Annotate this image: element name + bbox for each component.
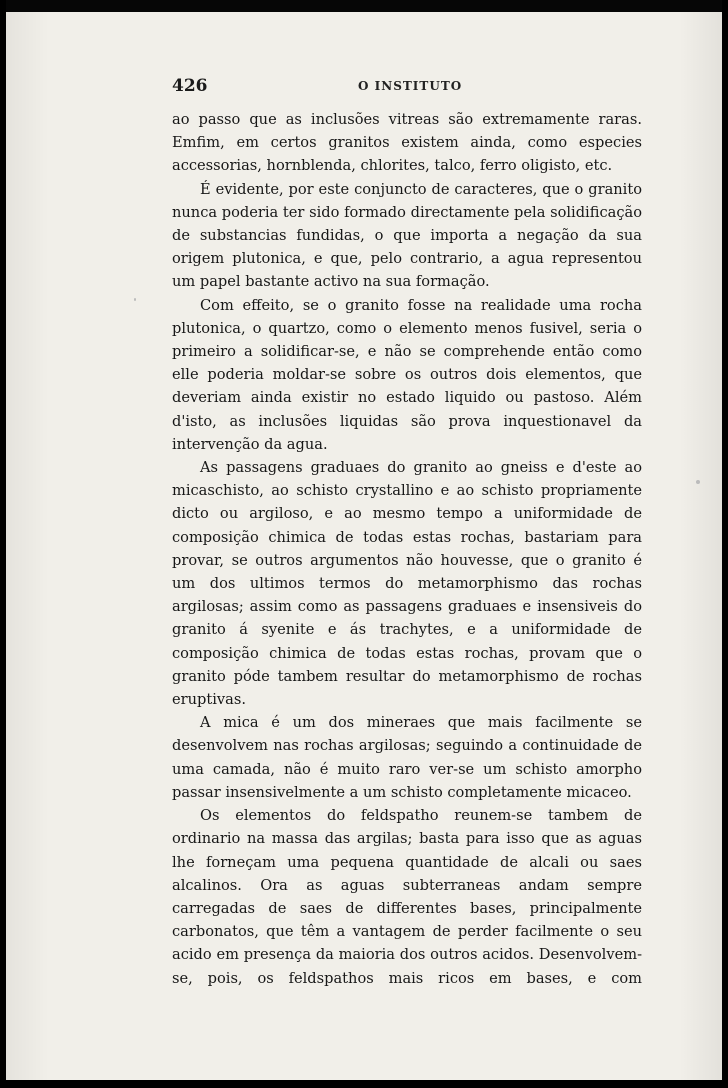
paragraph-continuation: ao passo que as inclusões vitreas são extremamente raras. Emfim, em certos granitos existem ainda, como especies accessorias, hornblenda, chlorites, talco, ferro oligisto, etc. [172, 111, 642, 175]
scan-top-edge [6, 0, 722, 12]
paragraph: Com effeito, se o granito fosse na realidade uma rocha plutonica, o quartzo, como o elemento menos fusivel, seria o primeiro a solidificar-se, e não se comprehende então como elle poderia moldar-se sobre os outros dois elementos, que deveriam ainda existir no estado liquido ou pastoso. Além d'isto, as inclusões liquidas são prova inquestionavel da intervenção da agua. [172, 296, 642, 453]
running-title: O INSTITUTO [358, 79, 463, 93]
page-number: 426 [172, 76, 208, 96]
paragraph: As passagens graduaes do granito ao gneiss e d'este ao micaschisto, ao schisto crystallino e ao schisto propriamente dicto ou argiloso, e ao mesmo tempo a uniformidade de composição chimica de todas estas rochas, bastariam para provar, se outros argumentos não houvesse, que o granito é um dos ultimos termos do metamorphismo das rochas argilosas; assim como as passagens graduaes e insensiveis do granito á syenite e ás trachytes, e a uniformidade de composição chimica de todas estas rochas, provam que o granito póde tambem resultar do metamorphismo de rochas eruptivas. [172, 459, 642, 709]
paragraph: Os elementos do feldspatho reunem-se tambem de ordinario na massa das argilas; basta para isso que as aguas lhe forneçam uma pequena quantidade de alcali ou saes alcalinos. Ora as aguas subterraneas andam sempre carregadas de saes de differentes bases, principalmente carbonatos, que têm a vantagem de perder facilmente o seu acido em presença da maioria dos outros acidos. Desenvolvem-se, pois, os feldspathos mais ricos em bases, e com [172, 807, 642, 987]
paper-speck [696, 480, 700, 484]
paragraph: É evidente, por este conjuncto de caracteres, que o granito nunca poderia ter sido formado directamente pela solidificação de substancias fundidas, o que importa a negação da sua origem plutonica, e que, pelo contrario, a agua representou um papel bastante activo na sua formação. [172, 180, 642, 291]
body-text [172, 108, 642, 990]
paper-speck [134, 298, 136, 301]
page-header [172, 76, 642, 98]
paragraph: A mica é um dos mineraes que mais facilmente se desenvolvem nas rochas argilosas; seguindo a continuidade de uma camada, não é muito raro ver-se um schisto amorpho passar insensivelmente a um schisto completamente micaceo. [172, 714, 642, 801]
